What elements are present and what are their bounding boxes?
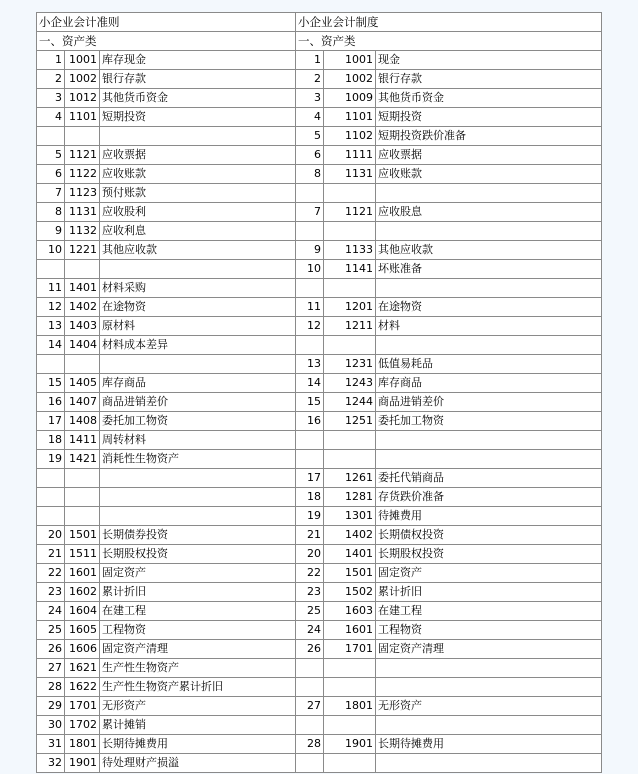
right-seq-cell: 3 [296, 89, 324, 108]
table-row [37, 127, 602, 146]
left-seq-cell: 30 [37, 716, 65, 735]
left-code-cell: 1221 [65, 241, 100, 260]
right-seq-cell: 13 [296, 355, 324, 374]
table-row [37, 621, 602, 640]
left-name-cell: 周转材料 [100, 431, 296, 450]
right-name-cell [376, 678, 602, 697]
table-row [37, 317, 602, 336]
left-code-cell: 1123 [65, 184, 100, 203]
table-row [37, 241, 602, 260]
account-comparison-table [36, 12, 602, 773]
right-name-cell: 低值易耗品 [376, 355, 602, 374]
left-code-cell: 1622 [65, 678, 100, 697]
table-row [37, 89, 602, 108]
right-seq-cell [296, 678, 324, 697]
right-code-cell: 1131 [324, 165, 376, 184]
left-code-cell: 1901 [65, 754, 100, 773]
left-standard-title: 小企业会计准则 [37, 13, 296, 32]
right-code-cell [324, 659, 376, 678]
left-name-cell: 预付账款 [100, 184, 296, 203]
right-section-heading: 一、资产类 [296, 32, 602, 51]
right-code-cell: 1121 [324, 203, 376, 222]
right-code-cell: 1501 [324, 564, 376, 583]
table-row [37, 222, 602, 241]
left-name-cell: 无形资产 [100, 697, 296, 716]
right-code-cell [324, 678, 376, 697]
left-name-cell: 委托加工物资 [100, 412, 296, 431]
left-name-cell: 库存现金 [100, 51, 296, 70]
left-seq-cell: 9 [37, 222, 65, 241]
right-code-cell [324, 222, 376, 241]
table-row [37, 507, 602, 526]
left-seq-cell: 17 [37, 412, 65, 431]
right-name-cell: 银行存款 [376, 70, 602, 89]
table-row [37, 184, 602, 203]
right-code-cell: 1001 [324, 51, 376, 70]
table-row [37, 716, 602, 735]
table-row [37, 469, 602, 488]
table-row [37, 431, 602, 450]
right-name-cell: 短期投资 [376, 108, 602, 127]
right-seq-cell: 18 [296, 488, 324, 507]
table-row [37, 165, 602, 184]
left-name-cell: 应收股利 [100, 203, 296, 222]
left-seq-cell [37, 507, 65, 526]
right-name-cell: 坏账准备 [376, 260, 602, 279]
left-seq-cell: 21 [37, 545, 65, 564]
right-code-cell: 1402 [324, 526, 376, 545]
left-code-cell: 1121 [65, 146, 100, 165]
left-name-cell: 商品进销差价 [100, 393, 296, 412]
left-seq-cell: 27 [37, 659, 65, 678]
left-seq-cell [37, 355, 65, 374]
left-seq-cell: 8 [37, 203, 65, 222]
right-name-cell: 待摊费用 [376, 507, 602, 526]
right-seq-cell: 6 [296, 146, 324, 165]
left-code-cell: 1401 [65, 279, 100, 298]
left-name-cell: 银行存款 [100, 70, 296, 89]
right-seq-cell: 1 [296, 51, 324, 70]
left-seq-cell: 7 [37, 184, 65, 203]
left-name-cell: 应收票据 [100, 146, 296, 165]
left-code-cell: 1701 [65, 697, 100, 716]
left-code-cell: 1621 [65, 659, 100, 678]
left-seq-cell [37, 488, 65, 507]
right-code-cell: 1401 [324, 545, 376, 564]
left-code-cell: 1122 [65, 165, 100, 184]
left-code-cell [65, 127, 100, 146]
right-code-cell: 1231 [324, 355, 376, 374]
right-code-cell: 1251 [324, 412, 376, 431]
table-row [37, 583, 602, 602]
right-code-cell [324, 716, 376, 735]
right-code-cell: 1111 [324, 146, 376, 165]
right-code-cell [324, 336, 376, 355]
right-seq-cell: 16 [296, 412, 324, 431]
table-row [37, 70, 602, 89]
right-seq-cell: 23 [296, 583, 324, 602]
left-code-cell: 1402 [65, 298, 100, 317]
right-code-cell [324, 184, 376, 203]
left-name-cell: 原材料 [100, 317, 296, 336]
left-name-cell [100, 488, 296, 507]
left-name-cell: 长期债券投资 [100, 526, 296, 545]
left-name-cell: 在途物资 [100, 298, 296, 317]
right-name-cell [376, 754, 602, 773]
right-code-cell [324, 754, 376, 773]
right-code-cell: 1261 [324, 469, 376, 488]
left-code-cell: 1405 [65, 374, 100, 393]
left-name-cell [100, 355, 296, 374]
table-row [37, 735, 602, 754]
left-name-cell: 待处理财产损溢 [100, 754, 296, 773]
right-seq-cell: 28 [296, 735, 324, 754]
left-seq-cell: 29 [37, 697, 65, 716]
title-row [37, 13, 602, 32]
left-seq-cell: 20 [37, 526, 65, 545]
right-name-cell: 无形资产 [376, 697, 602, 716]
left-code-cell: 1421 [65, 450, 100, 469]
left-name-cell: 应收账款 [100, 165, 296, 184]
left-seq-cell: 5 [37, 146, 65, 165]
right-name-cell: 委托代销商品 [376, 469, 602, 488]
right-name-cell: 长期债权投资 [376, 526, 602, 545]
right-name-cell: 材料 [376, 317, 602, 336]
right-code-cell: 1601 [324, 621, 376, 640]
right-seq-cell [296, 431, 324, 450]
right-code-cell [324, 279, 376, 298]
left-seq-cell: 3 [37, 89, 65, 108]
left-seq-cell: 22 [37, 564, 65, 583]
table-row [37, 526, 602, 545]
table-row [37, 545, 602, 564]
right-name-cell: 应收票据 [376, 146, 602, 165]
right-name-cell [376, 431, 602, 450]
right-name-cell: 在建工程 [376, 602, 602, 621]
left-code-cell: 1501 [65, 526, 100, 545]
left-seq-cell: 31 [37, 735, 65, 754]
right-name-cell: 其他应收款 [376, 241, 602, 260]
left-name-cell: 长期股权投资 [100, 545, 296, 564]
left-code-cell: 1408 [65, 412, 100, 431]
left-name-cell: 消耗性生物资产 [100, 450, 296, 469]
right-seq-cell [296, 659, 324, 678]
left-name-cell: 应收利息 [100, 222, 296, 241]
right-code-cell: 1243 [324, 374, 376, 393]
right-name-cell: 长期待摊费用 [376, 735, 602, 754]
left-seq-cell [37, 127, 65, 146]
left-code-cell: 1411 [65, 431, 100, 450]
left-name-cell [100, 260, 296, 279]
left-seq-cell: 1 [37, 51, 65, 70]
right-seq-cell: 2 [296, 70, 324, 89]
table-row [37, 51, 602, 70]
table-row [37, 393, 602, 412]
right-seq-cell: 5 [296, 127, 324, 146]
left-seq-cell: 6 [37, 165, 65, 184]
right-name-cell: 长期股权投资 [376, 545, 602, 564]
left-seq-cell: 4 [37, 108, 65, 127]
left-code-cell: 1604 [65, 602, 100, 621]
left-seq-cell [37, 469, 65, 488]
right-seq-cell [296, 184, 324, 203]
right-seq-cell: 27 [296, 697, 324, 716]
left-code-cell: 1001 [65, 51, 100, 70]
right-code-cell: 1603 [324, 602, 376, 621]
left-seq-cell: 18 [37, 431, 65, 450]
left-name-cell: 在建工程 [100, 602, 296, 621]
left-name-cell: 累计摊销 [100, 716, 296, 735]
left-seq-cell: 16 [37, 393, 65, 412]
left-code-cell: 1511 [65, 545, 100, 564]
right-seq-cell [296, 450, 324, 469]
table-row [37, 754, 602, 773]
left-name-cell: 库存商品 [100, 374, 296, 393]
right-name-cell: 存货跌价准备 [376, 488, 602, 507]
right-code-cell: 1201 [324, 298, 376, 317]
left-name-cell: 生产性生物资产累计折旧 [100, 678, 296, 697]
right-code-cell: 1801 [324, 697, 376, 716]
right-seq-cell: 14 [296, 374, 324, 393]
right-code-cell: 1101 [324, 108, 376, 127]
right-seq-cell: 20 [296, 545, 324, 564]
right-seq-cell: 21 [296, 526, 324, 545]
left-section-heading: 一、资产类 [37, 32, 296, 51]
left-code-cell: 1403 [65, 317, 100, 336]
left-seq-cell: 13 [37, 317, 65, 336]
left-code-cell: 1606 [65, 640, 100, 659]
left-code-cell [65, 260, 100, 279]
left-seq-cell: 2 [37, 70, 65, 89]
left-name-cell [100, 469, 296, 488]
right-code-cell: 1002 [324, 70, 376, 89]
left-name-cell: 固定资产 [100, 564, 296, 583]
left-code-cell: 1605 [65, 621, 100, 640]
left-code-cell: 1012 [65, 89, 100, 108]
left-name-cell: 其他货币资金 [100, 89, 296, 108]
left-code-cell [65, 355, 100, 374]
table-row [37, 412, 602, 431]
table-row [37, 203, 602, 222]
table-row [37, 640, 602, 659]
left-code-cell: 1132 [65, 222, 100, 241]
right-code-cell: 1009 [324, 89, 376, 108]
right-name-cell [376, 184, 602, 203]
right-seq-cell: 7 [296, 203, 324, 222]
table-row [37, 279, 602, 298]
table-row [37, 697, 602, 716]
right-seq-cell [296, 716, 324, 735]
right-name-cell [376, 222, 602, 241]
left-seq-cell: 19 [37, 450, 65, 469]
table-row [37, 298, 602, 317]
left-name-cell: 其他应收款 [100, 241, 296, 260]
right-code-cell: 1301 [324, 507, 376, 526]
left-code-cell: 1407 [65, 393, 100, 412]
left-seq-cell [37, 260, 65, 279]
right-name-cell: 库存商品 [376, 374, 602, 393]
right-seq-cell: 19 [296, 507, 324, 526]
right-seq-cell [296, 279, 324, 298]
left-seq-cell: 28 [37, 678, 65, 697]
left-code-cell [65, 488, 100, 507]
right-name-cell [376, 450, 602, 469]
left-name-cell: 材料采购 [100, 279, 296, 298]
left-code-cell: 1602 [65, 583, 100, 602]
section-row [37, 32, 602, 51]
right-seq-cell: 15 [296, 393, 324, 412]
table-row [37, 678, 602, 697]
table-row [37, 450, 602, 469]
right-seq-cell: 11 [296, 298, 324, 317]
right-name-cell: 应收账款 [376, 165, 602, 184]
right-name-cell: 固定资产 [376, 564, 602, 583]
right-name-cell: 固定资产清理 [376, 640, 602, 659]
right-name-cell [376, 336, 602, 355]
right-code-cell [324, 450, 376, 469]
table-row [37, 355, 602, 374]
left-name-cell [100, 507, 296, 526]
table-row [37, 374, 602, 393]
left-code-cell: 1702 [65, 716, 100, 735]
table-row [37, 659, 602, 678]
right-seq-cell: 8 [296, 165, 324, 184]
left-code-cell: 1101 [65, 108, 100, 127]
right-seq-cell: 17 [296, 469, 324, 488]
left-name-cell [100, 127, 296, 146]
left-seq-cell: 26 [37, 640, 65, 659]
left-seq-cell: 25 [37, 621, 65, 640]
right-standard-title: 小企业会计制度 [296, 13, 602, 32]
left-code-cell: 1131 [65, 203, 100, 222]
left-code-cell [65, 469, 100, 488]
right-code-cell [324, 431, 376, 450]
right-seq-cell: 9 [296, 241, 324, 260]
right-seq-cell: 25 [296, 602, 324, 621]
left-name-cell: 长期待摊费用 [100, 735, 296, 754]
right-name-cell: 委托加工物资 [376, 412, 602, 431]
left-seq-cell: 12 [37, 298, 65, 317]
left-name-cell: 工程物资 [100, 621, 296, 640]
left-seq-cell: 14 [37, 336, 65, 355]
left-name-cell: 固定资产清理 [100, 640, 296, 659]
right-seq-cell: 4 [296, 108, 324, 127]
right-code-cell: 1102 [324, 127, 376, 146]
left-seq-cell: 10 [37, 241, 65, 260]
left-seq-cell: 23 [37, 583, 65, 602]
right-seq-cell [296, 754, 324, 773]
right-name-cell: 其他货币资金 [376, 89, 602, 108]
right-name-cell: 短期投资跌价准备 [376, 127, 602, 146]
left-code-cell [65, 507, 100, 526]
table-row [37, 146, 602, 165]
right-code-cell: 1901 [324, 735, 376, 754]
right-name-cell [376, 279, 602, 298]
table-row [37, 564, 602, 583]
right-code-cell: 1133 [324, 241, 376, 260]
left-code-cell: 1601 [65, 564, 100, 583]
right-code-cell: 1701 [324, 640, 376, 659]
right-name-cell: 工程物资 [376, 621, 602, 640]
right-code-cell: 1141 [324, 260, 376, 279]
right-name-cell [376, 659, 602, 678]
table-row [37, 488, 602, 507]
left-seq-cell: 11 [37, 279, 65, 298]
right-seq-cell: 26 [296, 640, 324, 659]
right-seq-cell [296, 336, 324, 355]
left-name-cell: 累计折旧 [100, 583, 296, 602]
right-name-cell: 现金 [376, 51, 602, 70]
right-code-cell: 1502 [324, 583, 376, 602]
left-seq-cell: 24 [37, 602, 65, 621]
right-code-cell: 1244 [324, 393, 376, 412]
table-row [37, 336, 602, 355]
left-seq-cell: 15 [37, 374, 65, 393]
right-name-cell: 在途物资 [376, 298, 602, 317]
left-name-cell: 短期投资 [100, 108, 296, 127]
left-name-cell: 材料成本差异 [100, 336, 296, 355]
right-seq-cell: 12 [296, 317, 324, 336]
left-seq-cell: 32 [37, 754, 65, 773]
right-code-cell: 1281 [324, 488, 376, 507]
left-code-cell: 1002 [65, 70, 100, 89]
right-name-cell [376, 716, 602, 735]
right-seq-cell: 24 [296, 621, 324, 640]
left-code-cell: 1404 [65, 336, 100, 355]
right-name-cell: 累计折旧 [376, 583, 602, 602]
right-seq-cell: 10 [296, 260, 324, 279]
right-seq-cell [296, 222, 324, 241]
table-row [37, 602, 602, 621]
left-code-cell: 1801 [65, 735, 100, 754]
table-row [37, 260, 602, 279]
left-name-cell: 生产性生物资产 [100, 659, 296, 678]
right-name-cell: 应收股息 [376, 203, 602, 222]
table-row [37, 108, 602, 127]
right-name-cell: 商品进销差价 [376, 393, 602, 412]
right-code-cell: 1211 [324, 317, 376, 336]
right-seq-cell: 22 [296, 564, 324, 583]
